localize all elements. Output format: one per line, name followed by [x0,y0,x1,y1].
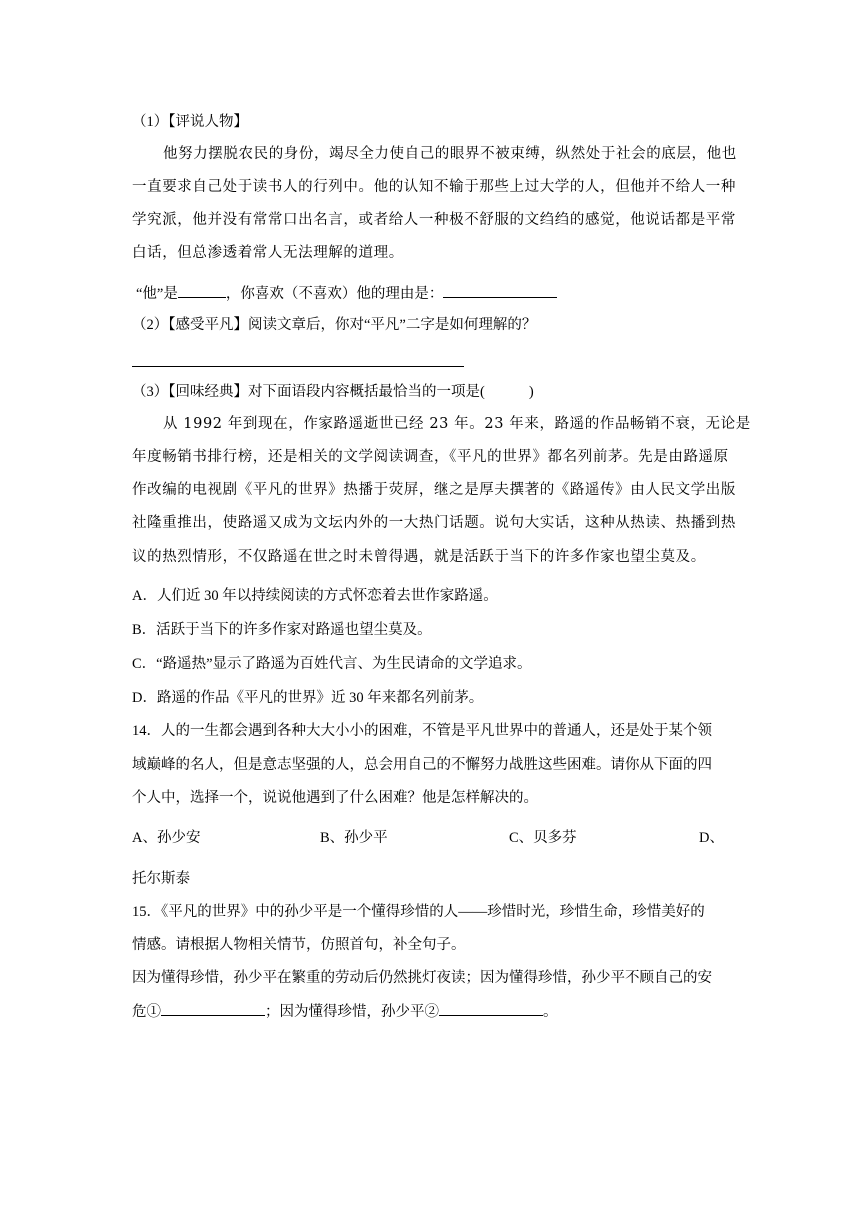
q3-option-c: C．“路遥热”显示了路遥为百姓代言、为生民请命的文学追求。 [132,656,532,672]
q14-option-d: D、 [699,830,724,846]
q3-passage-line: 从 1992 年到现在，作家路遥逝世已经 23 年。23 年来，路遥的作品畅销不衰，无论是 [163,416,751,432]
q3-option-d: D．路遥的作品《平凡的世界》近 30 年来都名列前茅。 [132,690,484,706]
q14-text-line: 域巅峰的名人，但是意志坚强的人，总会用自己的不懈努力战胜这些困难。请你从下面的四 [132,757,712,773]
q3-passage-line: 社隆重推出，使路遥又成为文坛内外的一大热门话题。说句大实话，这种从热读、热播到热 [132,515,736,531]
q3-heading-text: （3）【回味经典】对下面语段内容概括最恰当的一项是( [132,384,485,400]
q3-passage-line: 作改编的电视剧《平凡的世界》热播于荧屏，继之是厚夫撰著的《路遥传》由人民文学出版 [132,482,736,498]
q1-passage-line: 一直要求自己处于读书人的行列中。他的认知不输于那些上过大学的人，但他并不给人一种 [132,179,736,195]
q1-passage-line: 他努力摆脱农民的身份，竭尽全力使自己的眼界不被束缚，纵然处于社会的底层，他也 [163,146,737,162]
q14-text-line: 14．人的一生都会遇到各种大大小小的困难，不管是平凡世界中的普通人，还是处于某个领 [132,723,712,739]
q1-prompt-b: ，你喜欢（不喜欢）他的理由是： [225,286,444,302]
q14-option-c: C、贝多芬 [509,830,577,846]
q3-passage-line: 年度畅销书排行榜，还是相关的文学阅读调查，《平凡的世界》都名列前茅。先是由路遥原 [132,449,729,465]
q1-answer-blank-1[interactable] [178,283,226,298]
q15-last-b: ；因为懂得珍惜，孙少平② [265,1004,439,1020]
q14-option-d-continued: 托尔斯泰 [132,871,190,887]
q3-option-a: A．人们近 30 年以持续阅读的方式怀恋着去世作家路遥。 [132,588,498,604]
q1-prompt-a: “他”是 [136,286,178,302]
q1-passage-line: 白话，但总渗透着常人无法理解的道理。 [132,245,404,261]
q15-text-line: 15．《平凡的世界》中的孙少平是一个懂得珍惜的人——珍惜时光，珍惜生命，珍惜美好的 [132,904,705,920]
q14-text-line: 个人中，选择一个，说说他遇到了什么困难？他是怎样解决的。 [132,790,538,806]
q1-passage-line: 学究派，他并没有常常口出名言，或者给人一种极不舒服的文绉绉的感觉，他说话都是平常 [132,212,736,228]
q15-last-a: 危① [132,1004,161,1020]
q3-heading [132,382,534,402]
q1-heading: （1）【评说人物】 [132,114,248,130]
q14-option-a: A、孙少安 [132,830,201,846]
q1-answer-blank-2[interactable] [443,283,557,298]
q3-option-b: B．活跃于当下的许多作家对路遥也望尘莫及。 [132,622,432,638]
q3-paren-close: ) [528,384,534,400]
q15-last-c: 。 [543,1004,558,1020]
q15-answer-blank-2[interactable] [439,1001,543,1016]
q2-heading: （2）【感受平凡】阅读文章后，你对“平凡”二字是如何理解的？ [132,317,537,333]
q15-last-line [132,1001,558,1022]
q14-option-b: B、孙少平 [320,830,388,846]
q3-passage-line: 议的热烈情形，不仅路遥在世之时未曾得遇，就是活跃于当下的许多作家也望尘莫及。 [132,549,706,565]
q15-answer-blank-1[interactable] [161,1001,265,1016]
q15-text-line: 情感。请根据人物相关情节，仿照首句，补全句子。 [132,937,466,953]
q15-text-line: 因为懂得珍惜，孙少平在繁重的劳动后仍然挑灯夜读；因为懂得珍惜，孙少平不顾自己的安 [132,970,712,986]
q1-prompt [136,283,557,304]
q2-answer-line[interactable] [132,366,464,367]
